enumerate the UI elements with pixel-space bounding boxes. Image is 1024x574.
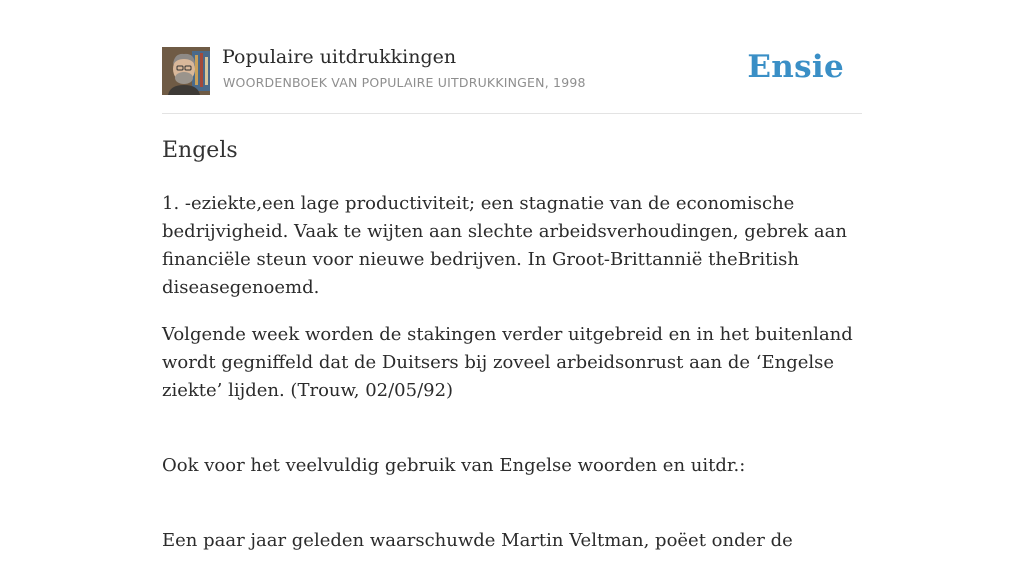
entry-paragraph: Een paar jaar geleden waarschuwde Martin Veltman, poëet onder de bbox=[162, 530, 793, 551]
entry-quote: Volgende week worden de stakingen verder uitgebreid en in het buitenland wordt gegniffeld dat de Duitsers bij zoveel arbeidsonrust aan de ‘Engelse ziekte’ lijden. (Trouw, 02/05/92) bbox=[162, 324, 853, 401]
source-header bbox=[162, 0, 862, 114]
author-portrait-icon bbox=[162, 47, 210, 95]
brand-logo-link[interactable]: Ensie bbox=[747, 49, 844, 85]
entry-paragraph: Ook voor het veelvuldig gebruik van Engelse woorden en uitdr.: bbox=[162, 455, 746, 476]
avatar[interactable] bbox=[162, 47, 210, 95]
entry-definition: 1. -eziekte,een lage productiviteit; een stagnatie van de economische bedrijvigheid. Vaak te wijten aan slechte arbeidsverhoudingen, gebrek aan financiële steun voor nieuwe bedrijven. In Groot-Brittannië theBritish diseasegenoemd. bbox=[162, 193, 847, 298]
entry-body bbox=[162, 190, 862, 574]
entry-page bbox=[162, 0, 862, 551]
source-subtitle: WOORDENBOEK VAN POPULAIRE UITDRUKKINGEN, 1998 bbox=[223, 75, 586, 90]
source-title[interactable]: Populaire uitdrukkingen bbox=[222, 46, 457, 68]
entry-title: Engels bbox=[162, 138, 238, 163]
